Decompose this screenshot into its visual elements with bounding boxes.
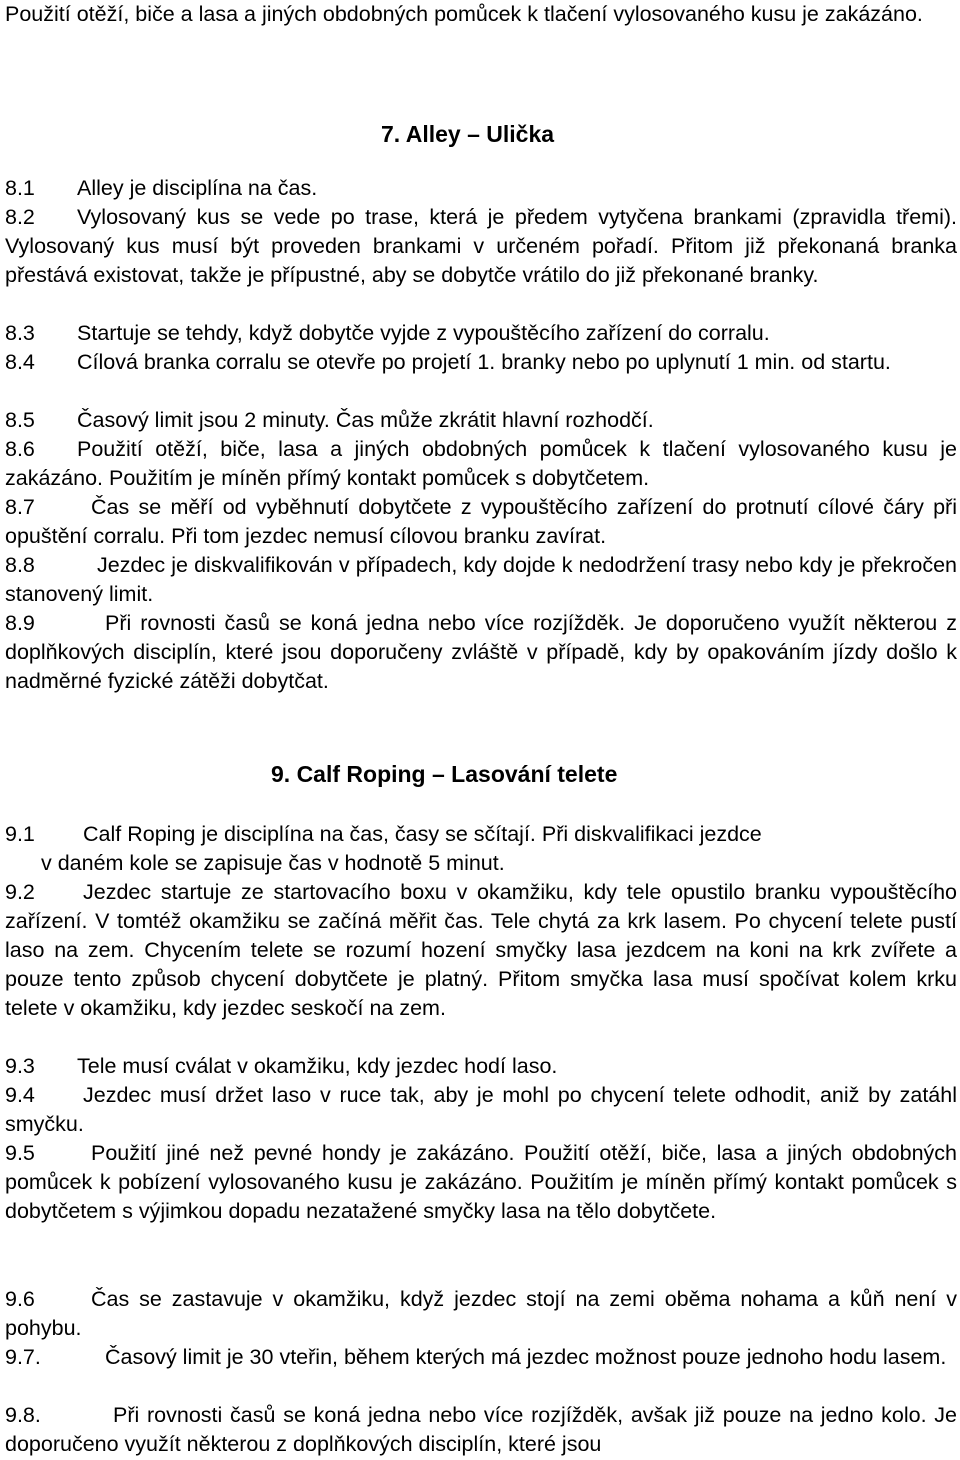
item-8-6	[5, 435, 957, 493]
item-9-6	[5, 1285, 957, 1343]
item-number: 8.7	[5, 495, 35, 519]
item-text: Časový limit je 30 vteřin, během kterých má jezdec možnost pouze jednoho hodu lasem.	[105, 1345, 947, 1369]
item-8-9	[5, 609, 957, 696]
item-8-7	[5, 493, 957, 551]
item-8-4	[5, 348, 957, 377]
item-text: Startuje se tehdy, když dobytče vyjde z vypouštěcího zařízení do corralu.	[77, 321, 770, 345]
item-text: Jezdec startuje ze startovacího boxu v okamžiku, kdy tele opustilo branku vypouštěcího zařízení. V tomtéž okamžiku se začíná měřit čas. Tele chytá za krk lasem. Po chycení telete pustí laso na zem. Chycením telete se rozumí hození smyčky lasa jezdcem na koni na krk zvířete a pouze tento způsob chycení dobytčete je platný. Přitom smyčka lasa musí spočívat kolem krku telete v okamžiku, kdy jezdec seskočí na zem.	[5, 880, 957, 1020]
item-9-3	[5, 1052, 957, 1081]
item-text: Při rovnosti časů se koná jedna nebo více rozjížděk, avšak již pouze na jedno kolo. Je doporučeno využít některou z doplňkových disciplín, které jsou	[5, 1403, 957, 1456]
item-number: 8.5	[5, 408, 35, 432]
item-number: 8.3	[5, 321, 35, 345]
item-8-1	[5, 174, 957, 203]
item-number: 8.6	[5, 437, 35, 461]
item-number: 9.1	[5, 822, 35, 846]
item-number: 8.2	[5, 205, 35, 229]
item-number: 9.8.	[5, 1403, 41, 1427]
item-text: Čas se měří od vyběhnutí dobytčete z vypouštěcího zařízení do protnutí cílové čáry při opuštění corralu. Při tom jezdec nemusí cílovou branku zavírat.	[5, 495, 957, 548]
item-number: 8.1	[5, 176, 35, 200]
item-number: 9.3	[5, 1054, 35, 1078]
item-text: Alley je disciplína na čas.	[77, 176, 318, 200]
item-number: 9.2	[5, 880, 35, 904]
item-number: 8.4	[5, 350, 35, 374]
item-text: Calf Roping je disciplína na čas, časy se sčítají. Při diskvalifikaci jezdce	[83, 822, 762, 846]
item-text: Při rovnosti časů se koná jedna nebo více rozjížděk. Je doporučeno využít některou z doplňkových disciplín, které jsou doporučeny zvláště v případě, kdy by opakováním jízdy došlo k nadměrné fyzické zátěži dobytčat.	[5, 611, 957, 693]
section-7-heading: 7. Alley – Ulička	[381, 121, 555, 147]
item-number: 8.9	[5, 611, 35, 635]
item-9-4	[5, 1081, 957, 1139]
item-text: Jezdec je diskvalifikován v případech, kdy dojde k nedodržení trasy nebo kdy je překročen stanovený limit.	[5, 553, 957, 606]
item-text: Cílová branka corralu se otevře po projetí 1. branky nebo po uplynutí 1 min. od startu.	[77, 350, 891, 374]
section-9-heading: 9. Calf Roping – Lasování telete	[271, 761, 618, 787]
item-number: 8.8	[5, 553, 35, 577]
intro-paragraph: Použití otěží, biče a lasa a jiných obdobných pomůcek k tlačení vylosovaného kusu je zakázáno.	[5, 2, 923, 26]
item-text: Čas se zastavuje v okamžiku, když jezdec stojí na zemi oběma nohama a kůň není v pohybu.	[5, 1287, 957, 1340]
item-text: Použití otěží, biče, lasa a jiných obdobných pomůcek k tlačení vylosovaného kusu je zakázáno. Použitím je míněn přímý kontakt pomůcek s dobytčetem.	[5, 437, 957, 490]
item-9-7	[5, 1343, 957, 1372]
item-number: 9.7.	[5, 1345, 41, 1369]
item-9-1-continuation: v daném kole se zapisuje čas v hodnotě 5 minut.	[41, 851, 505, 875]
item-text: Časový limit jsou 2 minuty. Čas může zkrátit hlavní rozhodčí.	[77, 408, 654, 432]
item-8-3	[5, 319, 957, 348]
item-9-8	[5, 1401, 957, 1459]
item-text: Jezdec musí držet laso v ruce tak, aby je mohl po chycení telete odhodit, aniž by zatáhl smyčku.	[5, 1083, 957, 1136]
item-number: 9.4	[5, 1083, 35, 1107]
item-9-2	[5, 878, 957, 1023]
item-text: Tele musí cválat v okamžiku, kdy jezdec hodí laso.	[77, 1054, 558, 1078]
item-9-5	[5, 1139, 957, 1226]
item-text: Vylosovaný kus se vede po trase, která je předem vytyčena brankami (zpravidla třemi). Vylosovaný kus musí být proveden brankami v určeném pořadí. Přitom již překonaná branka přestává existovat, takže je přípustné, aby se dobytče vrátilo do již překonané branky.	[5, 205, 957, 287]
item-8-5	[5, 406, 957, 435]
item-9-1	[5, 820, 957, 849]
item-8-8	[5, 551, 957, 609]
item-number: 9.6	[5, 1287, 35, 1311]
item-number: 9.5	[5, 1141, 35, 1165]
item-8-2	[5, 203, 957, 290]
item-text: Použití jiné než pevné hondy je zakázáno. Použití otěží, biče, lasa a jiných obdobných pomůcek k pobízení vylosovaného kusu je zakázáno. Použitím je míněn přímý kontakt pomůcek s dobytčetem s výjimkou dopadu nezatažené smyčky lasa na tělo dobytčete.	[5, 1141, 957, 1223]
